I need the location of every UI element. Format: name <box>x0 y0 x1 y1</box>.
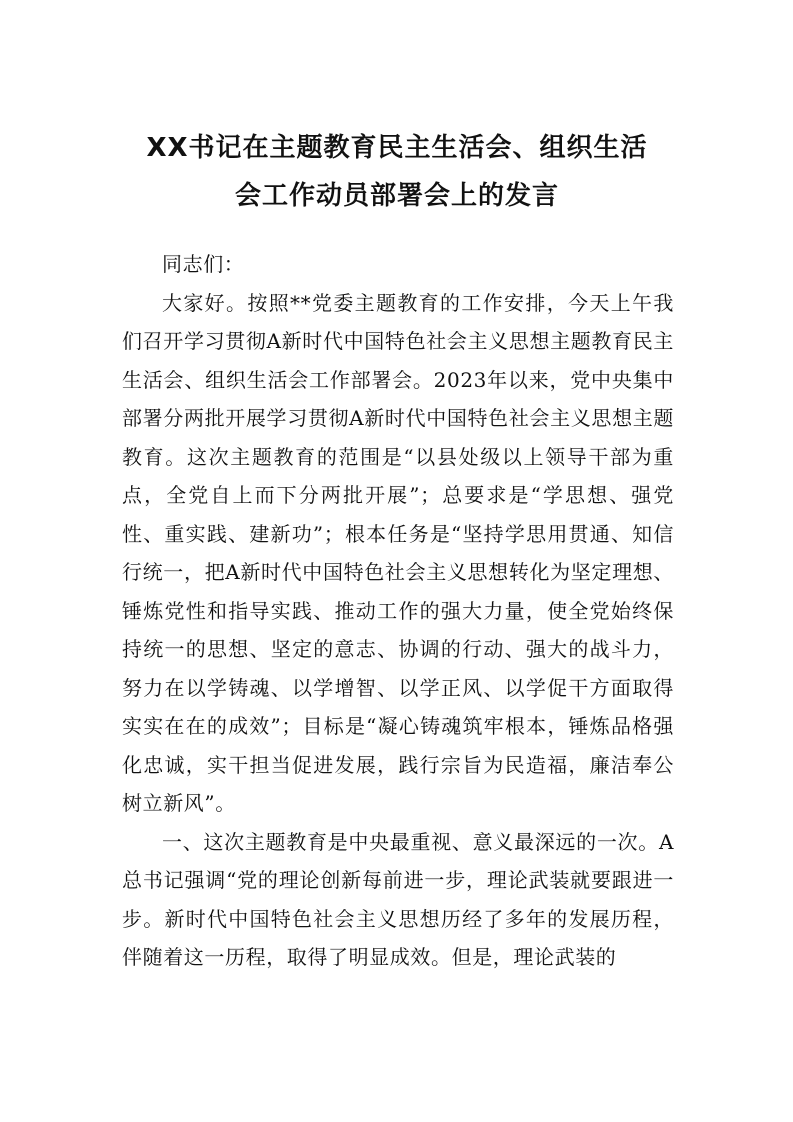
paragraph-intro: 大家好。按照**党委主题教育的工作安排，今天上午我们召开学习贯彻A新时代中国特色社会主义思想主题教育民主生活会、组织生活会工作部署会。2023年以来，党中央集中部署分两批开展学习贯彻A新时代中国特色社会主义思想主题教育。这次主题教育的范围是“以县处级以上领导干部为重点，全党自上而下分两批开展”；总要求是“学思想、强党性、重实践、建新功”；根本任务是“坚持学思用贯通、知信行统一，把A新时代中国特色社会主义思想转化为坚定理想、锤炼党性和指导实践、推动工作的强大力量，使全党始终保持统一的思想、坚定的意志、协调的行动、强大的战斗力，努力在以学铸魂、以学增智、以学正风、以学促干方面取得实实在在的成效”；目标是“凝心铸魂筑牢根本，锤炼品格强化忠诚，实干担当促进发展，践行宗旨为民造福，廉洁奉公树立新风”。 <box>122 290 674 815</box>
title-line-2: 会工作动员部署会上的发言 <box>234 181 559 211</box>
document-body <box>122 245 674 977</box>
paragraph-section-one: 一、这次主题教育是中央最重视、意义最深远的一次。A总书记强调“党的理论创新每前进一步，理论武装就要跟进一步。新时代中国特色社会主义思想历经了多年的发展历程，伴随着这一历程，取得了明显成效。但是，理论武装的 <box>122 829 674 969</box>
title-line-1: XX书记在主题教育民主生活会、组织生活 <box>146 133 648 163</box>
document-title <box>104 124 690 220</box>
salutation: 同志们： <box>162 252 245 276</box>
